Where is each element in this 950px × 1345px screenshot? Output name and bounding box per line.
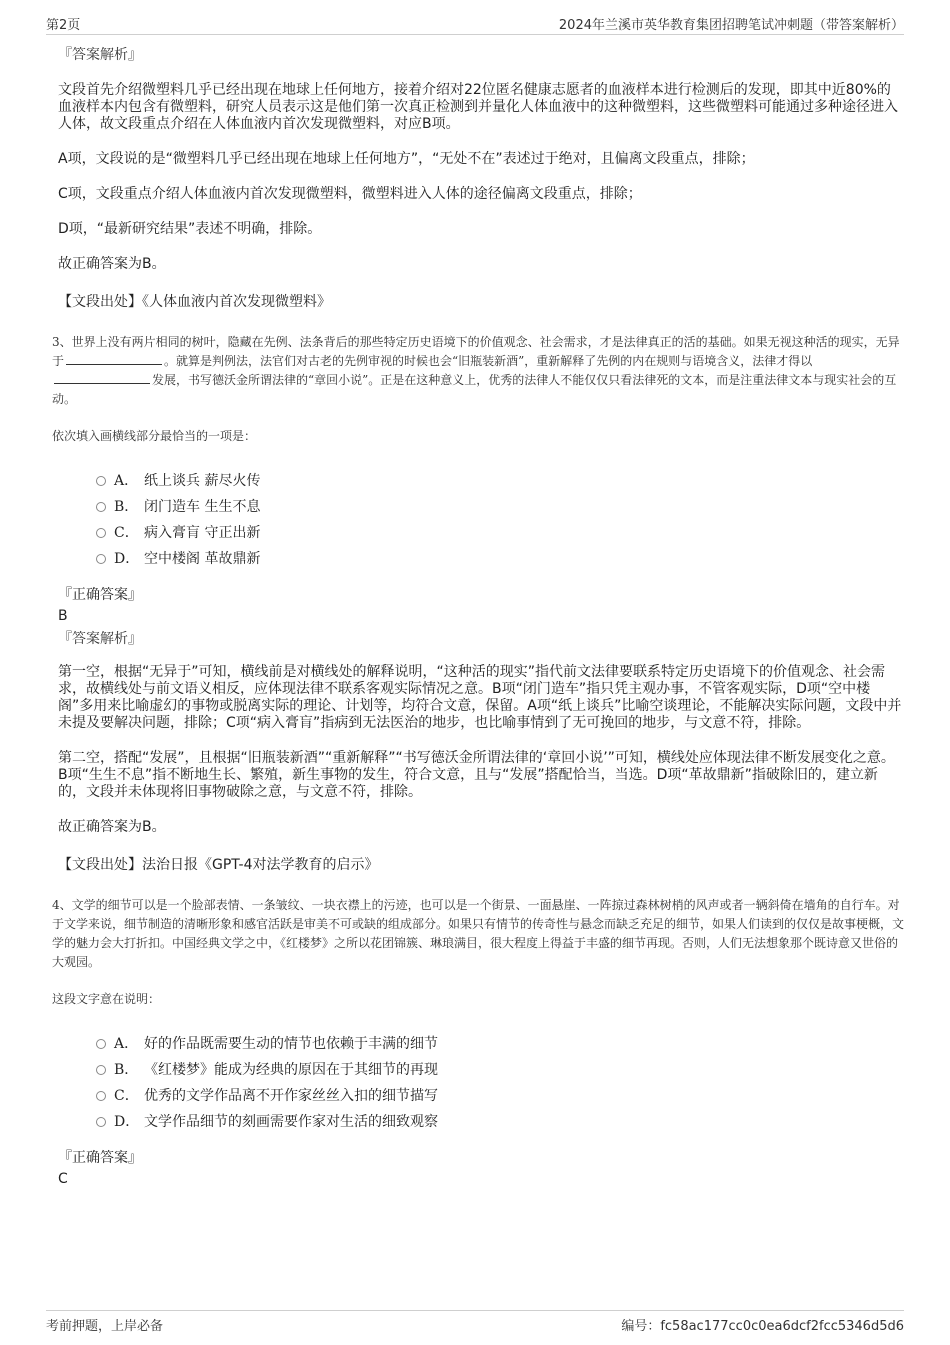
- answer-tag: 『正确答案』: [58, 587, 142, 603]
- analysis-paragraph: 第一空，根据“无异于”可知，横线前是对横线处的解释说明，“这种活的现实”指代前文法律要联系特定历史语境下的价值观念、社会需求，故横线处与前文语义相反，应体现法律不联系客观实际情况之意。B项“闭门造车”指只凭主观办事，不管客观实际，D项“空中楼阁”多用来比喻虚幻的事物或脱离实际的理论、计划等，均符合文意，保留。A项“纸上谈兵”比喻空谈理论，不能解决实际问题，文段中并未提及要解决问题，排除；C项“病入膏肓”指病到无法医治的地步，也比喻事情到了无可挽回的地步，与文意不符，排除。: [58, 664, 902, 731]
- option-c[interactable]: C． 病入膏肓 守正出新: [96, 522, 904, 548]
- radio-button[interactable]: [96, 1091, 106, 1101]
- footer-slogan: 考前押题，上岸必备: [46, 1319, 164, 1334]
- radio-button[interactable]: [96, 502, 106, 512]
- correct-answer: C: [58, 1171, 68, 1187]
- option-d[interactable]: D． 文学作品细节的刻画需要作家对生活的细致观察: [96, 1111, 904, 1137]
- option-b[interactable]: B． 闭门造车 生生不息: [96, 496, 904, 522]
- document-title: 2024年兰溪市英华教育集团招聘笔试冲刺题（带答案解析）: [558, 18, 904, 33]
- fill-blank: [66, 352, 162, 365]
- fill-blank: [54, 371, 150, 384]
- conclusion: 故正确答案为B。: [58, 819, 166, 835]
- document-body: [52, 44, 905, 1191]
- analysis-paragraph: 文段首先介绍微塑料几乎已经出现在地球上任何地方，接着介绍对22位匿名健康志愿者的血液样本进行检测后的发现，即其中近80%的血液样本内包含有微塑料，研究人员表示这是他们第一次真正检测到并量化人体血液中的这种微塑料，这些微塑料可能通过多种途径进入人体，故文段重点介绍在人体血液内首次发现微塑料，对应B项。: [58, 82, 898, 132]
- question-prompt: 这段文字意在说明：: [52, 992, 161, 1006]
- radio-button[interactable]: [96, 528, 106, 538]
- document-id: 编号：fc58ac177cc0c0ea6dcf2fcc5346d5d6: [621, 1319, 904, 1334]
- radio-button[interactable]: [96, 1117, 106, 1127]
- analysis-paragraph: C项，文段重点介绍人体血液内首次发现微塑料，微塑料进入人体的途径偏离文段重点，排除；: [58, 186, 642, 202]
- question-stem: 4、文学的细节可以是一个脸部表情、一条皱纹、一块衣襟上的污迹，也可以是一个街景、一面悬崖、一阵掠过森林树梢的风声或者一辆斜倚在墙角的自行车。对于文学来说，细节制造的清晰形象和感官活跃是审美不可或缺的组成部分。如果只有情节的传奇性与悬念而缺乏充足的细节，如果人们读到的仅仅是故事梗概，文学的魅力会大打折扣。中国经典文学之中，《红楼梦》之所以花团锦簇、琳琅满目，很大程度上得益于丰盛的细节再现。否则，人们无法想象那个既诗意又世俗的大观园。: [52, 898, 905, 969]
- answer-tag: 『正确答案』: [58, 1150, 142, 1166]
- question-prompt: 依次填入画横线部分最恰当的一项是：: [52, 429, 257, 443]
- option-c[interactable]: C． 优秀的文学作品离不开作家丝丝入扣的细节描写: [96, 1085, 904, 1111]
- radio-button[interactable]: [96, 554, 106, 564]
- source-citation: 【文段出处】法治日报《GPT-4对法学教育的启示》: [58, 857, 379, 873]
- radio-button[interactable]: [96, 476, 106, 486]
- radio-button[interactable]: [96, 1039, 106, 1049]
- page-number: 第2页: [46, 18, 81, 33]
- analysis-tag: 『答案解析』: [58, 631, 142, 647]
- page-header: [46, 12, 904, 35]
- question-stem: 3、世界上没有两片相同的树叶，隐藏在先例、法条背后的那些特定历史语境下的价值观念、社会需求，才是法律真正的活的基础。如果无视这种活的现实，无异于 。就算是判例法，法官们对古老的先例审视的时候也会“旧瓶装新酒”，重新解释了先例的内在规则与语境含义，法律才得以发展，书写德沃金所谓法律的“章回小说”。正是在这种意义上，优秀的法律人不能仅仅只看法律死的文本，而是注重法律文本与现实社会的互动。: [52, 335, 900, 406]
- source-citation: 【文段出处】《人体血液内首次发现微塑料》: [58, 294, 331, 310]
- analysis-paragraph: 第二空，搭配“发展”，且根据“旧瓶装新酒”“重新解释”“书写德沃金所谓法律的‘章回小说’”可知，横线处应体现法律不断发展变化之意。B项“生生不息”指不断地生长、繁殖，新生事物的发生，符合文意，且与“发展”搭配恰当，当选。D项“革故鼎新”指破除旧的，建立新的，文段并未体现将旧事物破除之意，与文意不符，排除。: [58, 750, 895, 800]
- analysis-tag: 『答案解析』: [58, 47, 142, 63]
- conclusion: 故正确答案为B。: [58, 256, 166, 272]
- radio-button[interactable]: [96, 1065, 106, 1075]
- option-b[interactable]: B． 《红楼梦》能成为经典的原因在于其细节的再现: [96, 1059, 904, 1085]
- option-list: [96, 470, 904, 574]
- option-a[interactable]: A． 纸上谈兵 薪尽火传: [96, 470, 904, 496]
- option-d[interactable]: D． 空中楼阁 革故鼎新: [96, 548, 904, 574]
- option-a[interactable]: A． 好的作品既需要生动的情节也依赖于丰满的细节: [96, 1033, 904, 1059]
- correct-answer: B: [58, 608, 68, 624]
- analysis-paragraph: A项，文段说的是“微塑料几乎已经出现在地球上任何地方”，“无处不在”表述过于绝对，且偏离文段重点，排除；: [58, 151, 755, 167]
- page-footer: [46, 1310, 904, 1335]
- option-list: [96, 1033, 904, 1137]
- analysis-paragraph: D项，“最新研究结果”表述不明确，排除。: [58, 221, 322, 237]
